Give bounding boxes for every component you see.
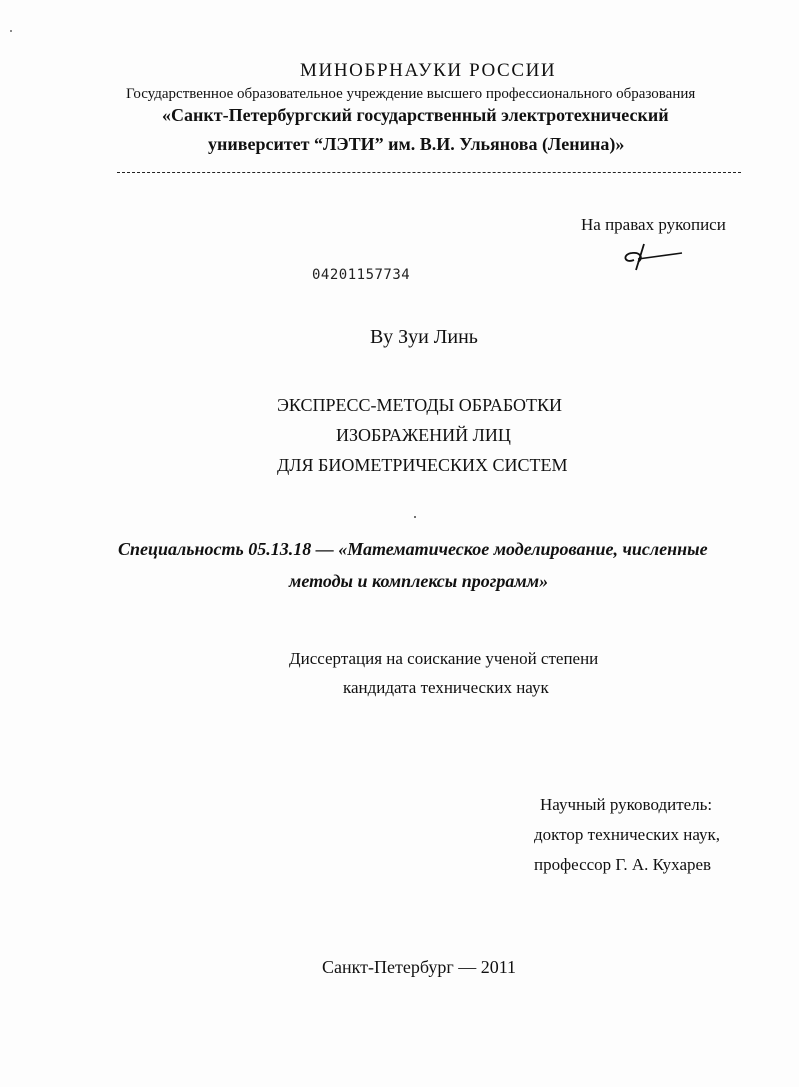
thesis-title-line2: ИЗОБРАЖЕНИЙ ЛИЦ <box>336 425 511 445</box>
specialty-line1: Специальность 05.13.18 — «Математическое моделирование, численные <box>118 539 708 559</box>
degree-line1: Диссертация на соискание ученой степени <box>289 649 599 668</box>
archive-number: 04201157734 <box>312 267 411 283</box>
supervisor-name: профессор Г. А. Кухарев <box>534 855 712 874</box>
thesis-title-line1: ЭКСПРЕСС-МЕТОДЫ ОБРАБОТКИ <box>277 395 563 415</box>
rights-note: На правах рукописи <box>581 215 726 234</box>
supervisor-credentials: доктор технических наук, <box>534 825 721 844</box>
degree-line2: кандидата технических наук <box>343 678 549 697</box>
signature-icon <box>620 240 684 272</box>
author-name: Ву Зуи Линь <box>370 326 478 348</box>
scan-speck <box>10 30 12 32</box>
supervisor-role: Научный руководитель: <box>540 795 713 814</box>
specialty-line2: методы и комплексы программ» <box>289 571 549 591</box>
university-name-line2: университет “ЛЭТИ” им. В.И. Ульянова (Ленина)» <box>208 134 625 154</box>
header-divider <box>117 172 741 173</box>
university-name-line1: «Санкт-Петербургский государственный электротехнический <box>162 105 669 125</box>
place-and-year: Санкт-Петербург — 2011 <box>322 957 517 977</box>
scan-speck <box>414 516 416 518</box>
ministry-heading: МИНОБРНАУКИ РОССИИ <box>300 60 557 81</box>
institution-type: Государственное образовательное учреждение высшего профессионального образования <box>126 86 696 102</box>
thesis-title-line3: ДЛЯ БИОМЕТРИЧЕСКИХ СИСТЕМ <box>277 455 568 475</box>
